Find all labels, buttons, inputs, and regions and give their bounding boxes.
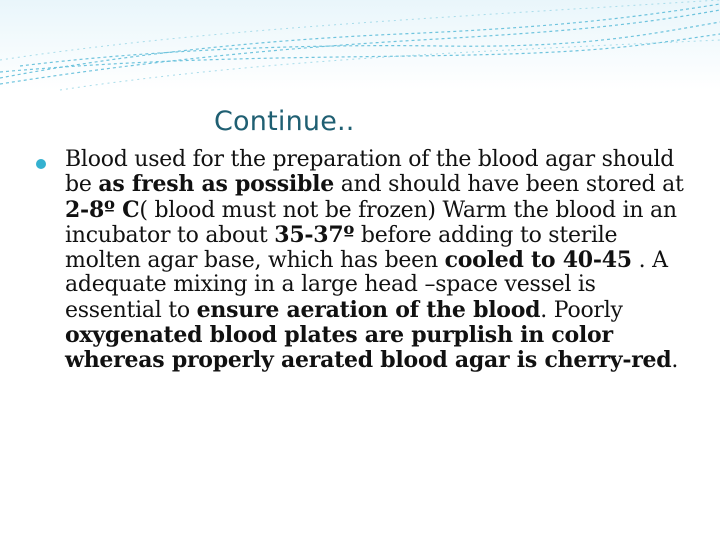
para-text-7: . xyxy=(671,348,679,374)
para-bold-storage-temp: 2-8º C xyxy=(65,196,140,223)
header-wave-decoration xyxy=(0,0,720,100)
para-text-1: Blood used for the preparation of the blood agar should be xyxy=(65,147,675,198)
para-text-6: . Poorly xyxy=(540,297,623,323)
bullet-icon xyxy=(36,159,46,169)
para-bold-cooled: cooled to 40-45 xyxy=(444,247,632,274)
para-text-2: and should have been stored at xyxy=(333,172,684,198)
para-bold-aeration: ensure aeration of the blood xyxy=(196,296,541,323)
para-text-4: before adding to sterile molten agar base, which has been xyxy=(65,222,618,274)
para-bold-warm-temp: 35-37º xyxy=(274,221,355,248)
para-bold-fresh: as fresh as possible xyxy=(98,171,334,198)
para-bold-color-note: oxygenated blood plates are purplish in color whereas properly aerated blood agar is cherry-red xyxy=(65,322,672,374)
para-text-5: . A adequate mixing in a large head –space vessel is essential to xyxy=(65,248,668,323)
slide-title: Continue.. xyxy=(214,106,355,137)
bullet-list-item xyxy=(36,148,696,374)
bullet-paragraph xyxy=(65,148,696,374)
para-text-3: ( blood must not be frozen) Warm the blood in an incubator to about xyxy=(65,197,677,248)
